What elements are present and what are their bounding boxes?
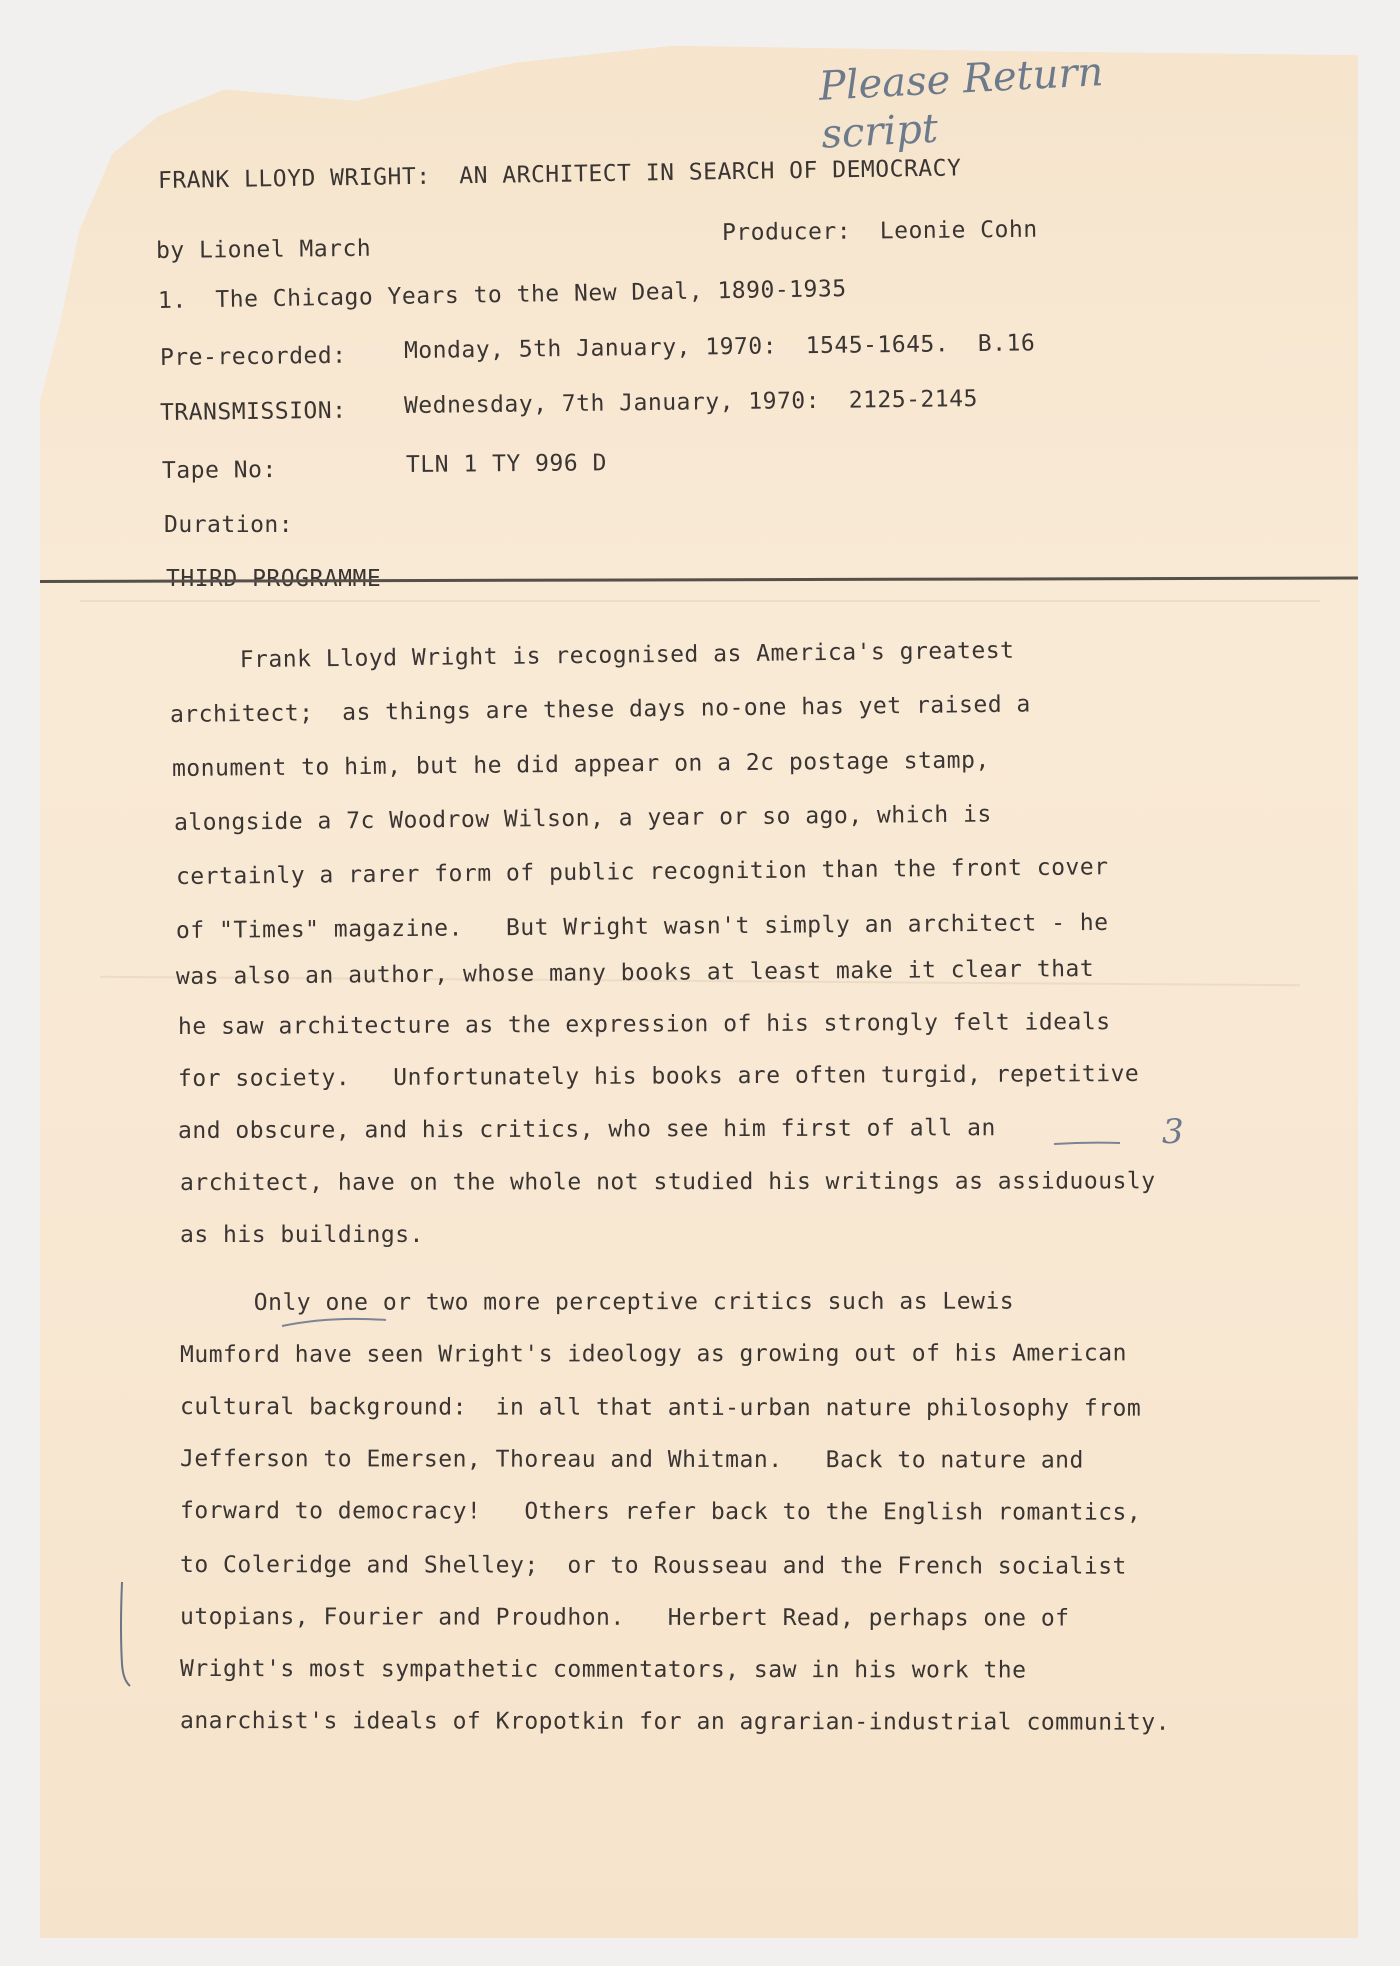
body-line: utopians, Fourier and Proudhon. Herbert Read, perhaps one of — [179, 1604, 1070, 1632]
body-line: he saw architecture as the expression of his strongly felt ideals — [177, 1009, 1111, 1040]
body-line: architect, have on the whole not studied his writings as assiduously — [179, 1168, 1156, 1196]
body-line: Frank Lloyd Wright is recognised as America's greatest — [167, 637, 1015, 674]
body-line: monument to him, but he did appear on a 2c postage stamp, — [171, 747, 990, 782]
underline-mark — [280, 1312, 390, 1332]
body-line: of "Times" magazine. But Wright wasn't simply an architect - he — [175, 909, 1109, 944]
episode-line: 1. The Chicago Years to the New Deal, 1890-1935 — [157, 275, 847, 314]
body-line: for society. Unfortunately his books are often turgid, repetitive — [177, 1060, 1140, 1092]
underline-mark — [1052, 1138, 1122, 1148]
body-line: cultural background: in all that anti-urban nature philosophy from — [179, 1394, 1142, 1422]
body-line: and obscure, and his critics, who see him first of all an — [177, 1115, 996, 1144]
tape-value: TLN 1 TY 996 D — [405, 450, 607, 478]
body-line: alongside a 7c Woodrow Wilson, a year or so ago, which is — [173, 801, 992, 836]
margin-number-text: 3 — [1162, 1112, 1184, 1152]
paper-crease — [80, 600, 1320, 602]
document-title: FRANK LLOYD WRIGHT: AN ARCHITECT IN SEARCH OF DEMOCRACY — [157, 155, 962, 194]
author-line: by Lionel March — [155, 235, 372, 264]
handwritten-margin-number — [1162, 1112, 1184, 1152]
body-line: was also an author, whose many books at least make it clear that — [175, 955, 1095, 990]
transmission-label: TRANSMISSION: — [159, 397, 347, 426]
prerecorded-label: Pre-recorded: — [159, 342, 347, 371]
duration-label: Duration: — [164, 512, 294, 538]
transmission-value: Wednesday, 7th January, 1970: 2125-2145 — [403, 385, 979, 419]
body-line: to Coleridge and Shelley; or to Rousseau and the French socialist — [179, 1552, 1127, 1580]
margin-line-mark — [112, 1580, 132, 1690]
body-line: as his buildings. — [180, 1222, 424, 1248]
body-line: Only one or two more perceptive critics such as Lewis — [181, 1288, 1015, 1316]
body-line: anarchist's ideals of Kropotkin for an agrarian-industrial community. — [179, 1708, 1170, 1736]
body-line: Jefferson to Emersen, Thoreau and Whitman. Back to nature and — [179, 1446, 1084, 1474]
handwritten-note-text: Please Return script — [817, 49, 1105, 158]
prerecorded-value: Monday, 5th January, 1970: 1545-1645. B.16 — [403, 330, 1036, 364]
body-line: certainly a rarer form of public recognition than the front cover — [175, 854, 1109, 890]
body-line: architect; as things are these days no-one has yet raised a — [169, 691, 1031, 728]
body-line: Mumford have seen Wright's ideology as growing out of his American — [179, 1340, 1127, 1368]
tape-label: Tape No: — [161, 456, 277, 484]
producer-line: Producer: Leonie Cohn — [721, 216, 1038, 246]
body-line: Wright's most sympathetic commentators, saw in his work the — [179, 1656, 1027, 1684]
body-line: forward to democracy! Others refer back to the English romantics, — [179, 1498, 1142, 1526]
